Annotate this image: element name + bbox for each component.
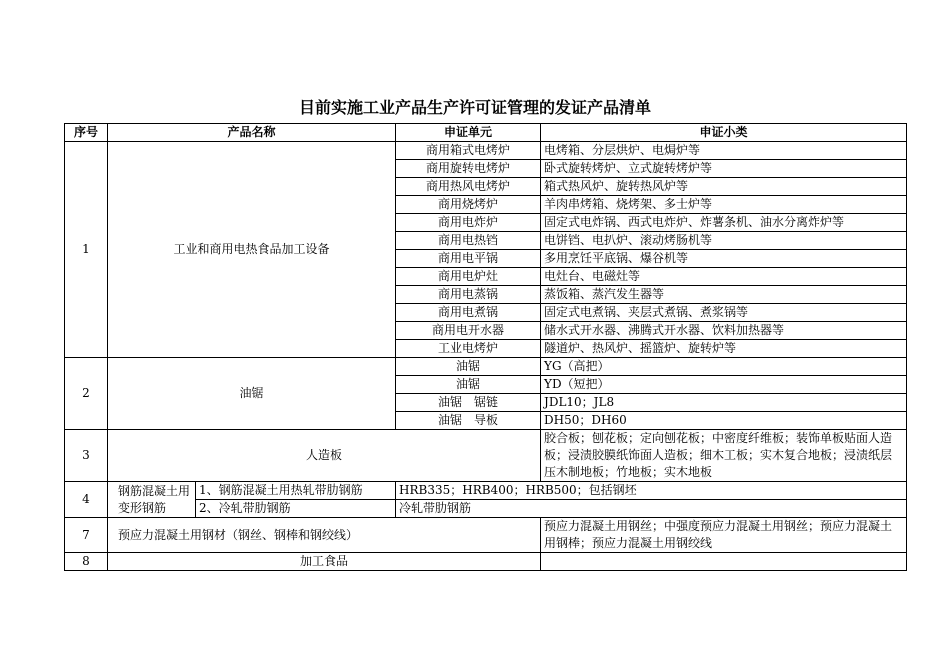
unit-cell: 商用电炉灶 xyxy=(396,268,541,286)
subcategory-cell: 储水式开水器、沸腾式开水器、饮料加热器等 xyxy=(541,322,907,340)
unit-cell: 油锯 锯链 xyxy=(396,394,541,412)
group-1-body xyxy=(65,142,907,358)
subcategory-cell: 卧式旋转烤炉、立式旋转烤炉等 xyxy=(541,160,907,178)
subcategory-cell: 箱式热风炉、旋转热风炉等 xyxy=(541,178,907,196)
subcategory-cell: 胶合板；刨花板；定向刨花板；中密度纤维板；装饰单板贴面人造板；浸渍胶膜纸饰面人造板；细木工板；实木复合地板；浸渍纸层压木制地板；竹地板；实木地板 xyxy=(541,430,907,482)
unit-cell: 油锯 xyxy=(396,376,541,394)
subcategory-cell: 蒸饭箱、蒸汽发生器等 xyxy=(541,286,907,304)
product-name: 预应力混凝土用钢材（钢丝、钢棒和钢绞线） xyxy=(108,518,541,553)
table-header-row xyxy=(65,124,907,142)
unit-cell: 油锯 导板 xyxy=(396,412,541,430)
unit-cell: 商用电平锅 xyxy=(396,250,541,268)
header-no: 序号 xyxy=(65,124,108,142)
empty-unit-cell xyxy=(541,553,907,571)
unit-cell: 2、冷轧带肋钢筋 xyxy=(196,500,396,518)
row-number: 7 xyxy=(65,518,108,553)
unit-cell: 油锯 xyxy=(396,358,541,376)
unit-cell: 商用电煮锅 xyxy=(396,304,541,322)
product-list-table xyxy=(64,123,907,571)
product-name: 人造板 xyxy=(108,430,541,482)
subcategory-cell: YG（高把） xyxy=(541,358,907,376)
unit-cell: 商用旋转电烤炉 xyxy=(396,160,541,178)
page-title: 目前实施工业产品生产许可证管理的发证产品清单 xyxy=(298,98,651,117)
unit-cell: 1、钢筋混凝土用热轧带肋钢筋 xyxy=(196,482,396,500)
table-row xyxy=(65,358,907,376)
table-row xyxy=(65,518,907,553)
subcategory-cell: 固定式电煮锅、夹层式煮锅、煮浆锅等 xyxy=(541,304,907,322)
row-number: 3 xyxy=(65,430,108,482)
row-number: 2 xyxy=(65,358,108,430)
subcategory-cell: YD（短把） xyxy=(541,376,907,394)
unit-cell: 商用箱式电烤炉 xyxy=(396,142,541,160)
subcategory-cell: 预应力混凝土用钢丝；中强度预应力混凝土用钢丝；预应力混凝土用钢棒；预应力混凝土用钢绞线 xyxy=(541,518,907,553)
subcategory-cell: 冷轧带肋钢筋 xyxy=(396,500,907,518)
subcategory-cell: 电饼铛、电扒炉、滚动烤肠机等 xyxy=(541,232,907,250)
subcategory-cell: 固定式电炸锅、西式电炸炉、炸薯条机、油水分离炸炉等 xyxy=(541,214,907,232)
subcategory-cell: JDL10；JL8 xyxy=(541,394,907,412)
subcategory-cell: 隧道炉、热风炉、摇篮炉、旋转炉等 xyxy=(541,340,907,358)
row-number: 8 xyxy=(65,553,108,571)
unit-cell: 工业电烤炉 xyxy=(396,340,541,358)
unit-cell: 商用烧烤炉 xyxy=(396,196,541,214)
subcategory-cell: 羊肉串烤箱、烧烤架、多士炉等 xyxy=(541,196,907,214)
table-row xyxy=(65,430,907,482)
product-name: 工业和商用电热食品加工设备 xyxy=(108,142,396,358)
subcategory-cell: 电灶台、电磁灶等 xyxy=(541,268,907,286)
unit-cell: 商用电蒸锅 xyxy=(396,286,541,304)
subcategory-cell: DH50；DH60 xyxy=(541,412,907,430)
unit-cell: 商用电热铛 xyxy=(396,232,541,250)
group-2-body xyxy=(65,358,907,430)
unit-cell: 商用热风电烤炉 xyxy=(396,178,541,196)
header-subcategory: 申证小类 xyxy=(541,124,907,142)
table-row xyxy=(65,553,907,571)
header-product-name: 产品名称 xyxy=(108,124,396,142)
product-name: 钢筋混凝土用变形钢筋 xyxy=(108,482,196,518)
header-unit: 申证单元 xyxy=(396,124,541,142)
subcategory-cell: HRB335；HRB400；HRB500；包括钢坯 xyxy=(396,482,907,500)
row-number: 1 xyxy=(65,142,108,358)
row-number: 4 xyxy=(65,482,108,518)
unit-cell: 商用电炸炉 xyxy=(396,214,541,232)
product-name: 油锯 xyxy=(108,358,396,430)
subcategory-cell: 多用烹饪平底锅、爆谷机等 xyxy=(541,250,907,268)
product-name: 加工食品 xyxy=(108,553,541,571)
unit-cell: 商用电开水器 xyxy=(396,322,541,340)
table-row xyxy=(65,142,907,160)
table-row xyxy=(65,482,907,500)
subcategory-cell: 电烤箱、分层烘炉、电焗炉等 xyxy=(541,142,907,160)
